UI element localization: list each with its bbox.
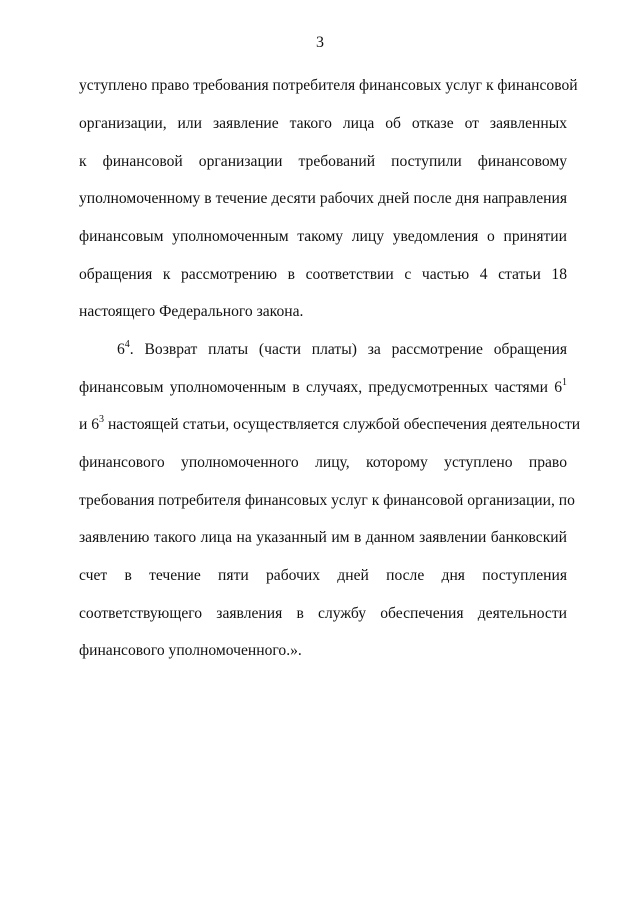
text-line: настоящего Федерального закона. [79,303,304,320]
text-fragment: настоящей статьи, осуществляется службой обеспечения деятельности [104,416,581,433]
text-fragment: и 6 [79,416,100,433]
clause-number: 6 [117,341,125,358]
text-line: требования потребителя финансовых услуг к финансовой организации, по [79,492,575,509]
text-fragment: финансовым уполномоченным в случаях, предусмотренных частями 6 [79,379,562,396]
text-line: соответствующего заявления в службу обеспечения деятельности [79,605,567,622]
part-superscript: 1 [562,376,567,388]
text-fragment: . Возврат платы (части платы) за рассмотрение обращения [129,341,567,358]
text-line: финансовым уполномоченным такому лицу уведомления о принятии [79,228,567,245]
text-line [79,378,567,398]
text-line: уступлено право требования потребителя финансовых услуг к финансовой [79,77,578,94]
text-line: организации, или заявление такого лица об отказе от заявленных [79,115,567,132]
page-number: 3 [316,34,324,51]
text-line: уполномоченному в течение десяти рабочих дней после дня направления [79,190,567,207]
text-line: обращения к рассмотрению в соответствии с частью 4 статьи 18 [79,266,567,283]
paragraph-first-line [117,340,567,360]
text-line: к финансовой организации требований поступили финансовому [79,153,567,170]
text-line [79,413,581,435]
text-line: заявлению такого лица на указанный им в данном заявлении банковский [79,529,567,546]
clause-superscript: 4 [124,338,130,350]
text-line: счет в течение пяти рабочих дней после дня поступления [79,567,567,584]
part-superscript: 3 [99,413,105,425]
text-line: финансового уполномоченного.». [79,642,302,659]
text-line: финансового уполномоченного лицу, которому уступлено право [79,454,567,471]
